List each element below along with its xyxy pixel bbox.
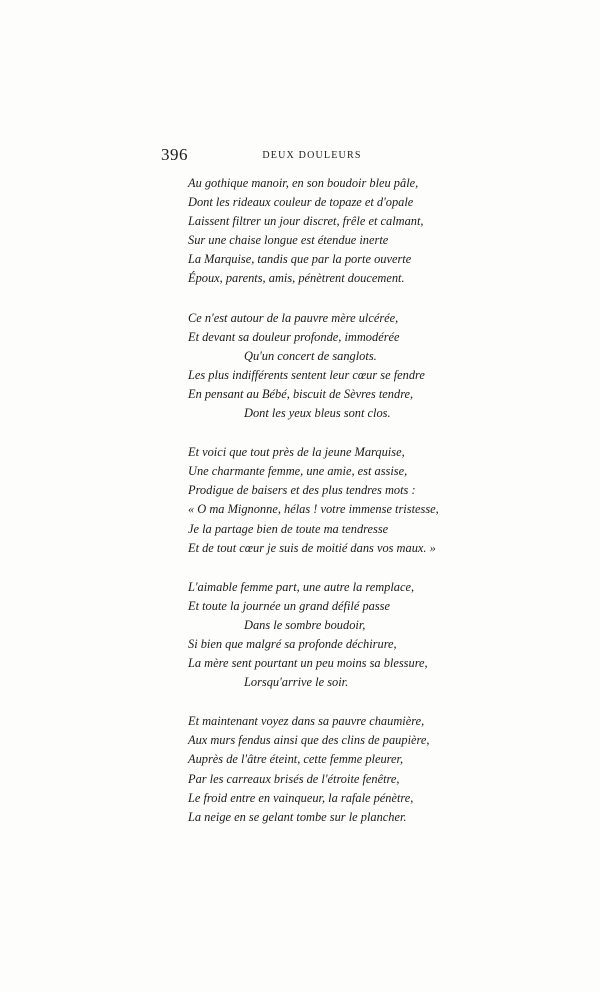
- verse-line: Et toute la journée un grand défilé passe: [188, 598, 391, 613]
- running-title: DEUX DOULEURS: [262, 150, 362, 161]
- verse-line: Sur une chaise longue est étendue inerte: [188, 233, 389, 248]
- stanza-4: [188, 578, 488, 693]
- verse-line: Le froid entre en vainqueur, la rafale pénètre,: [188, 790, 414, 805]
- poem: [188, 174, 488, 847]
- verse-line: Dont les rideaux couleur de topaze et d'opale: [188, 195, 414, 210]
- verse-line: Époux, parents, amis, pénètrent doucement.: [188, 271, 405, 286]
- verse-line: Laissent filtrer un jour discret, frêle et calmant,: [188, 214, 424, 229]
- verse-line: Au gothique manoir, en son boudoir bleu pâle,: [188, 176, 419, 190]
- verse-line: Et voici que tout près de la jeune Marquise,: [188, 445, 405, 460]
- verse-line: Je la partage bien de toute ma tendresse: [188, 521, 389, 536]
- verse-line: L'aimable femme part, une autre la remplace,: [188, 579, 415, 594]
- verse-line-short: Lorsqu'arrive le soir.: [244, 675, 349, 690]
- verse-line: Ce n'est autour de la pauvre mère ulcérée,: [188, 310, 399, 325]
- verse-line: Par les carreaux brisés de l'étroite fenêtre,: [188, 771, 400, 786]
- verse-line: Prodigue de baisers et des plus tendres mots :: [188, 483, 416, 498]
- verse-line: Si bien que malgré sa profonde déchirure,: [188, 636, 397, 651]
- verse-line: Et devant sa douleur profonde, immodérée: [188, 329, 400, 344]
- verse-line: Aux murs fendus ainsi que des clins de paupière,: [188, 733, 430, 748]
- verse-line: La neige en se gelant tombe sur le plancher.: [188, 809, 407, 824]
- verse-line: Auprès de l'âtre éteint, cette femme pleurer,: [188, 752, 404, 767]
- verse-line: Et maintenant voyez dans sa pauvre chaumière,: [188, 714, 425, 729]
- stanza-2: [188, 309, 488, 424]
- stanza-1: [188, 174, 488, 289]
- verse-line: Et de tout cœur je suis de moitié dans vos maux. »: [188, 540, 436, 555]
- verse-line: Les plus indifférents sentent leur cœur se fendre: [188, 367, 425, 382]
- verse-line-short: Qu'un concert de sanglots.: [244, 348, 377, 363]
- verse-line: « O ma Mignonne, hélas ! votre immense tristesse,: [188, 502, 439, 517]
- stanza-3: [188, 443, 488, 558]
- verse-line: La mère sent pourtant un peu moins sa blessure,: [188, 656, 428, 671]
- verse-line: En pensant au Bébé, biscuit de Sèvres tendre,: [188, 386, 414, 401]
- verse-line-short: Dans le sombre boudoir,: [244, 617, 366, 632]
- verse-line-short: Dont les yeux bleus sont clos.: [244, 406, 391, 421]
- page-number: 396: [161, 145, 188, 164]
- stanza-5: [188, 712, 488, 827]
- verse-line: La Marquise, tandis que par la porte ouverte: [188, 252, 412, 267]
- verse-line: Une charmante femme, une amie, est assise,: [188, 464, 408, 479]
